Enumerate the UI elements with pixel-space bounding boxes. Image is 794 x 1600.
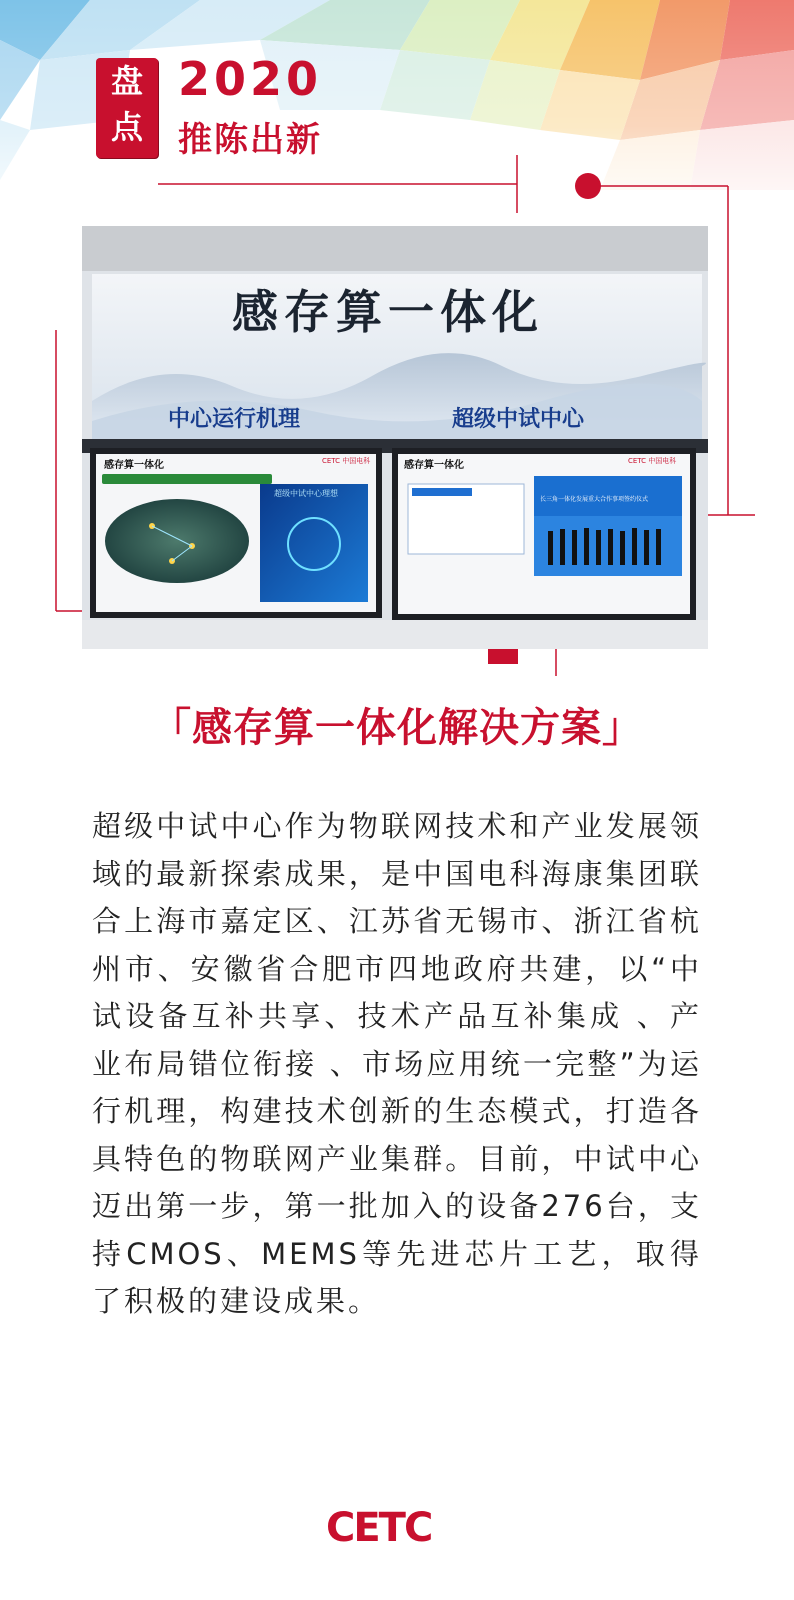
header-subtitle: 推陈出新 [178,120,322,160]
footer-logo-text: CETC [326,1507,432,1547]
screen-right-logo: CETC 中国电科 [628,457,677,465]
screen-left-title: 感存算一体化 [104,460,164,471]
screen-left-logo: CETC 中国电科 [322,457,371,465]
section-title: 「感存算一体化解决方案」 [151,705,643,751]
banner-right-label: 超级中试中心 [452,407,585,432]
header-stamp [96,58,158,158]
screen-left-inner-title: 超级中试中心理想 [274,489,338,498]
screen-right-inner-title: 长三角一体化发展重大合作事项签约仪式 [540,496,649,503]
stamp-char-1: 盘 [110,62,143,100]
banner-left-label: 中心运行机理 [168,407,301,432]
exhibition-photo [82,226,708,649]
stamp-char-2: 点 [110,108,143,146]
body-paragraph: 超级中试中心作为物联网技术和产业发展领域的最新探索成果，是中国电科海康集团联合上海市嘉定区、江苏省无锡市、浙江省杭州市、安徽省合肥市四地政府共建，以“中试设备互补共享、技术产品互补集成 、产业布局错位衔接 、市场应用统一完整”为运行机理，构建技术创新的生态模式，打造各具特色的物联网产业集群。目前，中试中心迈出第一步，第一批加入的设备276台，支持CMOS、MEMS等先进芯片工艺，取得了积极的建设成果。 [92,809,702,1318]
header-year: 2020 [178,52,323,106]
banner-title: 感存算一体化 [232,285,544,339]
cetc-logo-icon [326,1507,448,1547]
screen-right-title: 感存算一体化 [404,460,464,471]
